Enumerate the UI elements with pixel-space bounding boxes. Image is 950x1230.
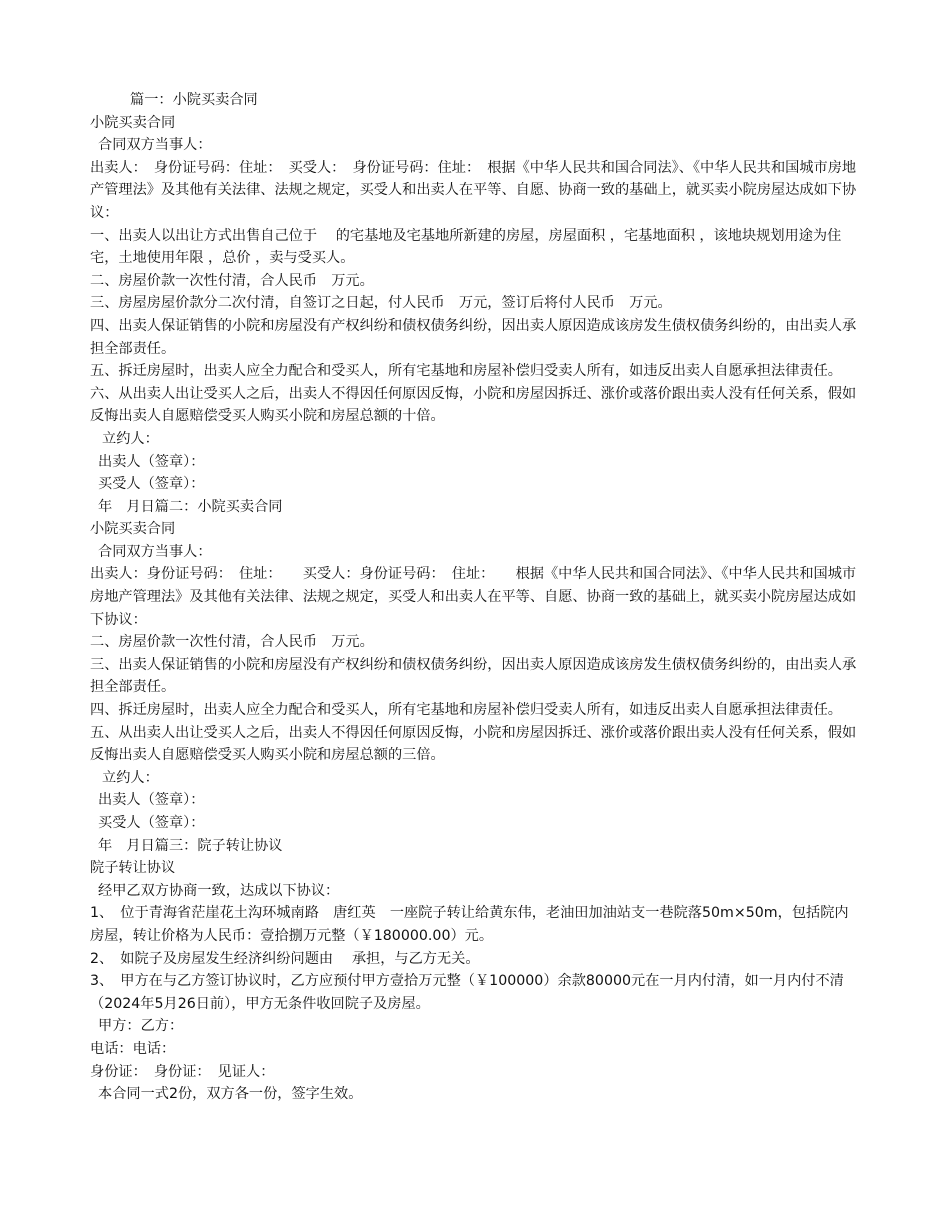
clause-4: 四、拆迁房屋时，出卖人应全力配合和受买人，所有宅基地和房屋补偿归受卖人所有，如违反出卖人自愿承担法律责任。 — [90, 702, 842, 719]
date-line-1: 年 月日篇二：小院买卖合同 — [98, 498, 283, 515]
clause-2: 二、房屋价款一次性付清，合人民币 万元。 — [90, 272, 374, 289]
seller-signature: 出卖人（签章）： — [98, 453, 205, 470]
clause-4: 四、出卖人保证销售的小院和房屋没有产权纠纷和债权债务纠纷，因出卖人原因造成该房发生债权债务纠纷的，由出卖人承担全部责任。 — [90, 317, 857, 357]
paragraph: 出卖人： 身份证号码：住址： 买受人： 身份证号码：住址： 根据《中华人民共和国合同法》、《中华人民共和国城市房地产管理法》及其他有关法律、法规之规定，买受人和出卖人在平等、自愿、协商一致的基础上，就买卖小院房屋达成如下协议： — [90, 159, 857, 221]
buyer-signature: 买受人（签章）： — [98, 476, 205, 493]
clause-3: 三、出卖人保证销售的小院和房屋没有产权纠纷和债权债务纠纷，因出卖人原因造成该房发生债权债务纠纷的，由出卖人承担全部责任。 — [90, 656, 857, 696]
agreement-intro: 经甲乙双方协商一致，达成以下协议： — [98, 882, 340, 899]
copies-note: 本合同一式2份，双方各一份，签字生效。 — [98, 1086, 363, 1103]
seller-signature: 出卖人（签章）： — [98, 792, 205, 809]
contract-title-1: 小院买卖合同 — [90, 114, 176, 131]
agreement-item-2: 2、 如院子及房屋发生经济纠纷问题由 承担，与乙方无关。 — [90, 950, 480, 967]
contract-title-2: 小院买卖合同 — [90, 521, 176, 538]
parties-label-2: 合同双方当事人： — [98, 543, 212, 560]
clause-3: 三、房屋房屋价款分二次付清，自签订之日起，付人民币 万元，签订后将付人民币 万元。 — [90, 295, 672, 312]
paragraph: 出卖人：身份证号码： 住址： 买受人：身份证号码： 住址： 根据《中华人民共和国合同法》、《中华人民共和国城市房地产管理法》及其他有关法律、法规之规定，买受人和出卖人在平等、自愿、协商一致的基础上，就买卖小院房屋达成如下协议： — [90, 566, 857, 628]
parties-label-1: 合同双方当事人： — [98, 137, 212, 154]
agreement-item-1: 1、 位于青海省茫崖花土沟环城南路 唐红英 一座院子转让给黄东伟，老油田加油站支一巷院落50m×50m，包括院内房屋，转让价格为人民币：壹拾捌万元整（￥180000.00）元。 — [90, 905, 849, 944]
phone-line: 电话：电话： — [90, 1040, 176, 1057]
clause-5: 五、从出卖人出让受买人之后，出卖人不得因任何原因反悔，小院和房屋因拆迁、涨价或落价跟出卖人没有任何关系，假如反悔出卖人自愿赔偿受买人购买小院和房屋总额的三倍。 — [90, 724, 857, 764]
agreement-title-3: 院子转让协议 — [90, 860, 176, 877]
clause-2: 二、房屋价款一次性付清，合人民币 万元。 — [90, 634, 374, 651]
clause-1: 一、出卖人以出让方式出售自己位于 的宅基地及宅基地所新建的房屋，房屋面积 ，宅基地面积 ，该地块规划用途为住宅，土地使用年限 ，总价 ，卖与受买人。 — [90, 227, 842, 267]
signatory-label: 立约人： — [102, 430, 159, 447]
buyer-signature: 买受人（签章）： — [98, 815, 205, 831]
date-line-2: 年 月日篇三：院子转让协议 — [98, 837, 283, 854]
clause-5: 五、拆迁房屋时，出卖人应全力配合和受买人，所有宅基地和房屋补偿归受卖人所有，如违反出卖人自愿承担法律责任。 — [90, 363, 842, 380]
section-heading-1: 篇一：小院买卖合同 — [130, 92, 258, 108]
clause-6: 六、从出卖人出让受买人之后，出卖人不得因任何原因反悔，小院和房屋因拆迁、涨价或落价跟出卖人没有任何关系，假如反悔出卖人自愿赔偿受买人购买小院和房屋总额的十倍。 — [90, 385, 857, 425]
signatory-label: 立约人： — [102, 769, 159, 786]
id-witness-line: 身份证： 身份证： 见证人： — [90, 1063, 275, 1080]
party-a-b-label: 甲方：乙方： — [98, 1018, 184, 1035]
agreement-item-3: 3、 甲方在与乙方签订协议时，乙方应预付甲方壹拾万元整（￥100000）余款80000元在一月内付清，如一月内付不清（2024年5月26日前），甲方无条件收回院子及房屋。 — [90, 973, 844, 1012]
